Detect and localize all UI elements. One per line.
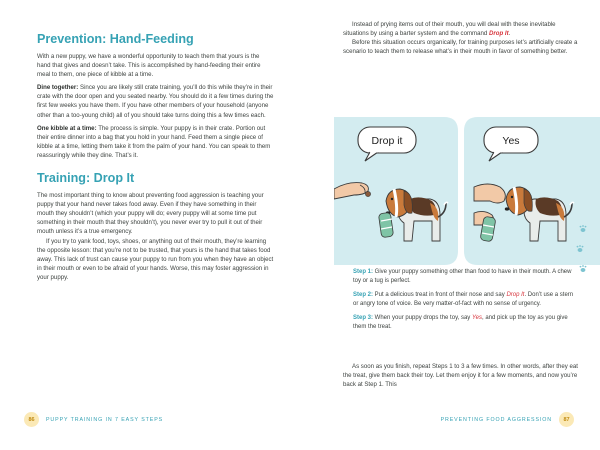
bubble-right-text: Yes bbox=[502, 135, 520, 147]
barter-text-end: . bbox=[508, 30, 511, 38]
repeat-paragraph: As soon as you finish, repeat Steps 1 to 3 a few times. In other words, after they eat the treat, give them back their toy. Let them enjoy it for a few moments, and now you’re back at Step 1. This bbox=[343, 363, 578, 389]
step-3-label: Step 3: bbox=[353, 315, 374, 322]
step-3-text-b: , and pick up the toy as you give them the treat. bbox=[353, 315, 568, 331]
steps-list bbox=[353, 268, 578, 333]
scenario-paragraph: Before this situation occurs organically, for training purposes let’s artificially create a scenario to teach them to release what’s in their mouth in favor of something better. bbox=[343, 39, 578, 56]
step-2-text-a: Put a delicious treat in front of their nose and say bbox=[373, 292, 507, 299]
step-2-label: Step 2: bbox=[353, 292, 374, 299]
step-3-text-a: When your puppy drops the toy, say bbox=[373, 315, 472, 322]
right-page bbox=[300, 0, 600, 450]
bubble-left-text: Drop it bbox=[371, 135, 403, 147]
barter-paragraph bbox=[343, 20, 578, 38]
step-1 bbox=[353, 268, 578, 286]
page-number-left: 86 bbox=[24, 412, 39, 427]
drop-it-paragraph-2: If you try to yank food, toys, shoes, or anything out of their mouth, they’re learning the opposite lesson: that you’re not to be trusted, that yours is the hand that takes food away. This lack of trust can cause your puppy to run from you when they have an object in their mouth or even to be afraid of your hands. Worse, this may foster aggression in your puppy. bbox=[37, 237, 274, 281]
running-title-left: PUPPY TRAINING IN 7 EASY STEPS bbox=[46, 416, 164, 423]
footer-right bbox=[441, 412, 574, 427]
barter-text: Instead of prying items out of their mouth, you will deal with these inevitable situations by using a barter system and the command bbox=[343, 21, 556, 38]
drop-it-illustration bbox=[334, 117, 600, 265]
heading-hand-feeding: Prevention: Hand-Feeding bbox=[37, 32, 194, 46]
one-kibble-text: The process is simple. Your puppy is in their crate. Portion out their entire dinner into a bag that you hold in your hand. Feed them a single piece of kibble at a time, letting them take it from the palm of your hand. You can speak to them reassuringly while they dine. That’s it. bbox=[37, 124, 271, 159]
heading-drop-it: Training: Drop It bbox=[37, 171, 135, 186]
dine-together-text: Since you are likely still crate training, you’ll do this while they’re in their crate with the door open and you seated nearby. You should do it a few times during the first few weeks you have them. If you have other members of your household (anyone other than a too-young child) all of you should take turns doing this a few times each. bbox=[37, 84, 274, 119]
right-column bbox=[343, 20, 578, 56]
step-3 bbox=[353, 314, 578, 332]
left-column bbox=[37, 32, 274, 282]
drop-it-command: Drop It bbox=[489, 30, 509, 38]
step-2-text-b: . Don’t use a stern or angry tone of voice. Be very matter-of-fact with no sense of urgency. bbox=[353, 292, 574, 308]
step-2 bbox=[353, 291, 578, 309]
one-kibble-label: One kibble at a time: bbox=[37, 124, 97, 132]
page-number-right: 87 bbox=[559, 412, 574, 427]
running-title-right: PREVENTING FOOD AGGRESSION bbox=[440, 416, 552, 423]
after-steps bbox=[343, 362, 578, 389]
one-kibble-paragraph bbox=[37, 124, 274, 160]
drop-it-paragraph-1: The most important thing to know about preventing food aggression is teaching your puppy that your hand never takes food away. Even if they have something in their mouth they shouldn’t (which your puppy will do; every puppy will at some time put something in their mouth that they shouldn’t), you never ever try to pull it out of their mouth unless it’s a true emergency. bbox=[37, 192, 264, 236]
footer-left bbox=[24, 412, 163, 427]
step-2-command: Drop It bbox=[506, 292, 525, 299]
intro-paragraph: With a new puppy, we have a wonderful opportunity to teach them that yours is the hand that gives and doesn’t take. This is accomplished by hand-feeding their entire meal to them, one piece of kibble at a time. bbox=[37, 53, 261, 79]
dine-together-label: Dine together: bbox=[37, 84, 79, 92]
step-1-text: Give your puppy something other than food to have in their mouth. A chew toy or a tug is perfect. bbox=[353, 269, 572, 285]
dine-together-paragraph bbox=[37, 83, 274, 119]
step-3-command: Yes bbox=[471, 315, 482, 322]
step-1-label: Step 1: bbox=[353, 269, 374, 275]
